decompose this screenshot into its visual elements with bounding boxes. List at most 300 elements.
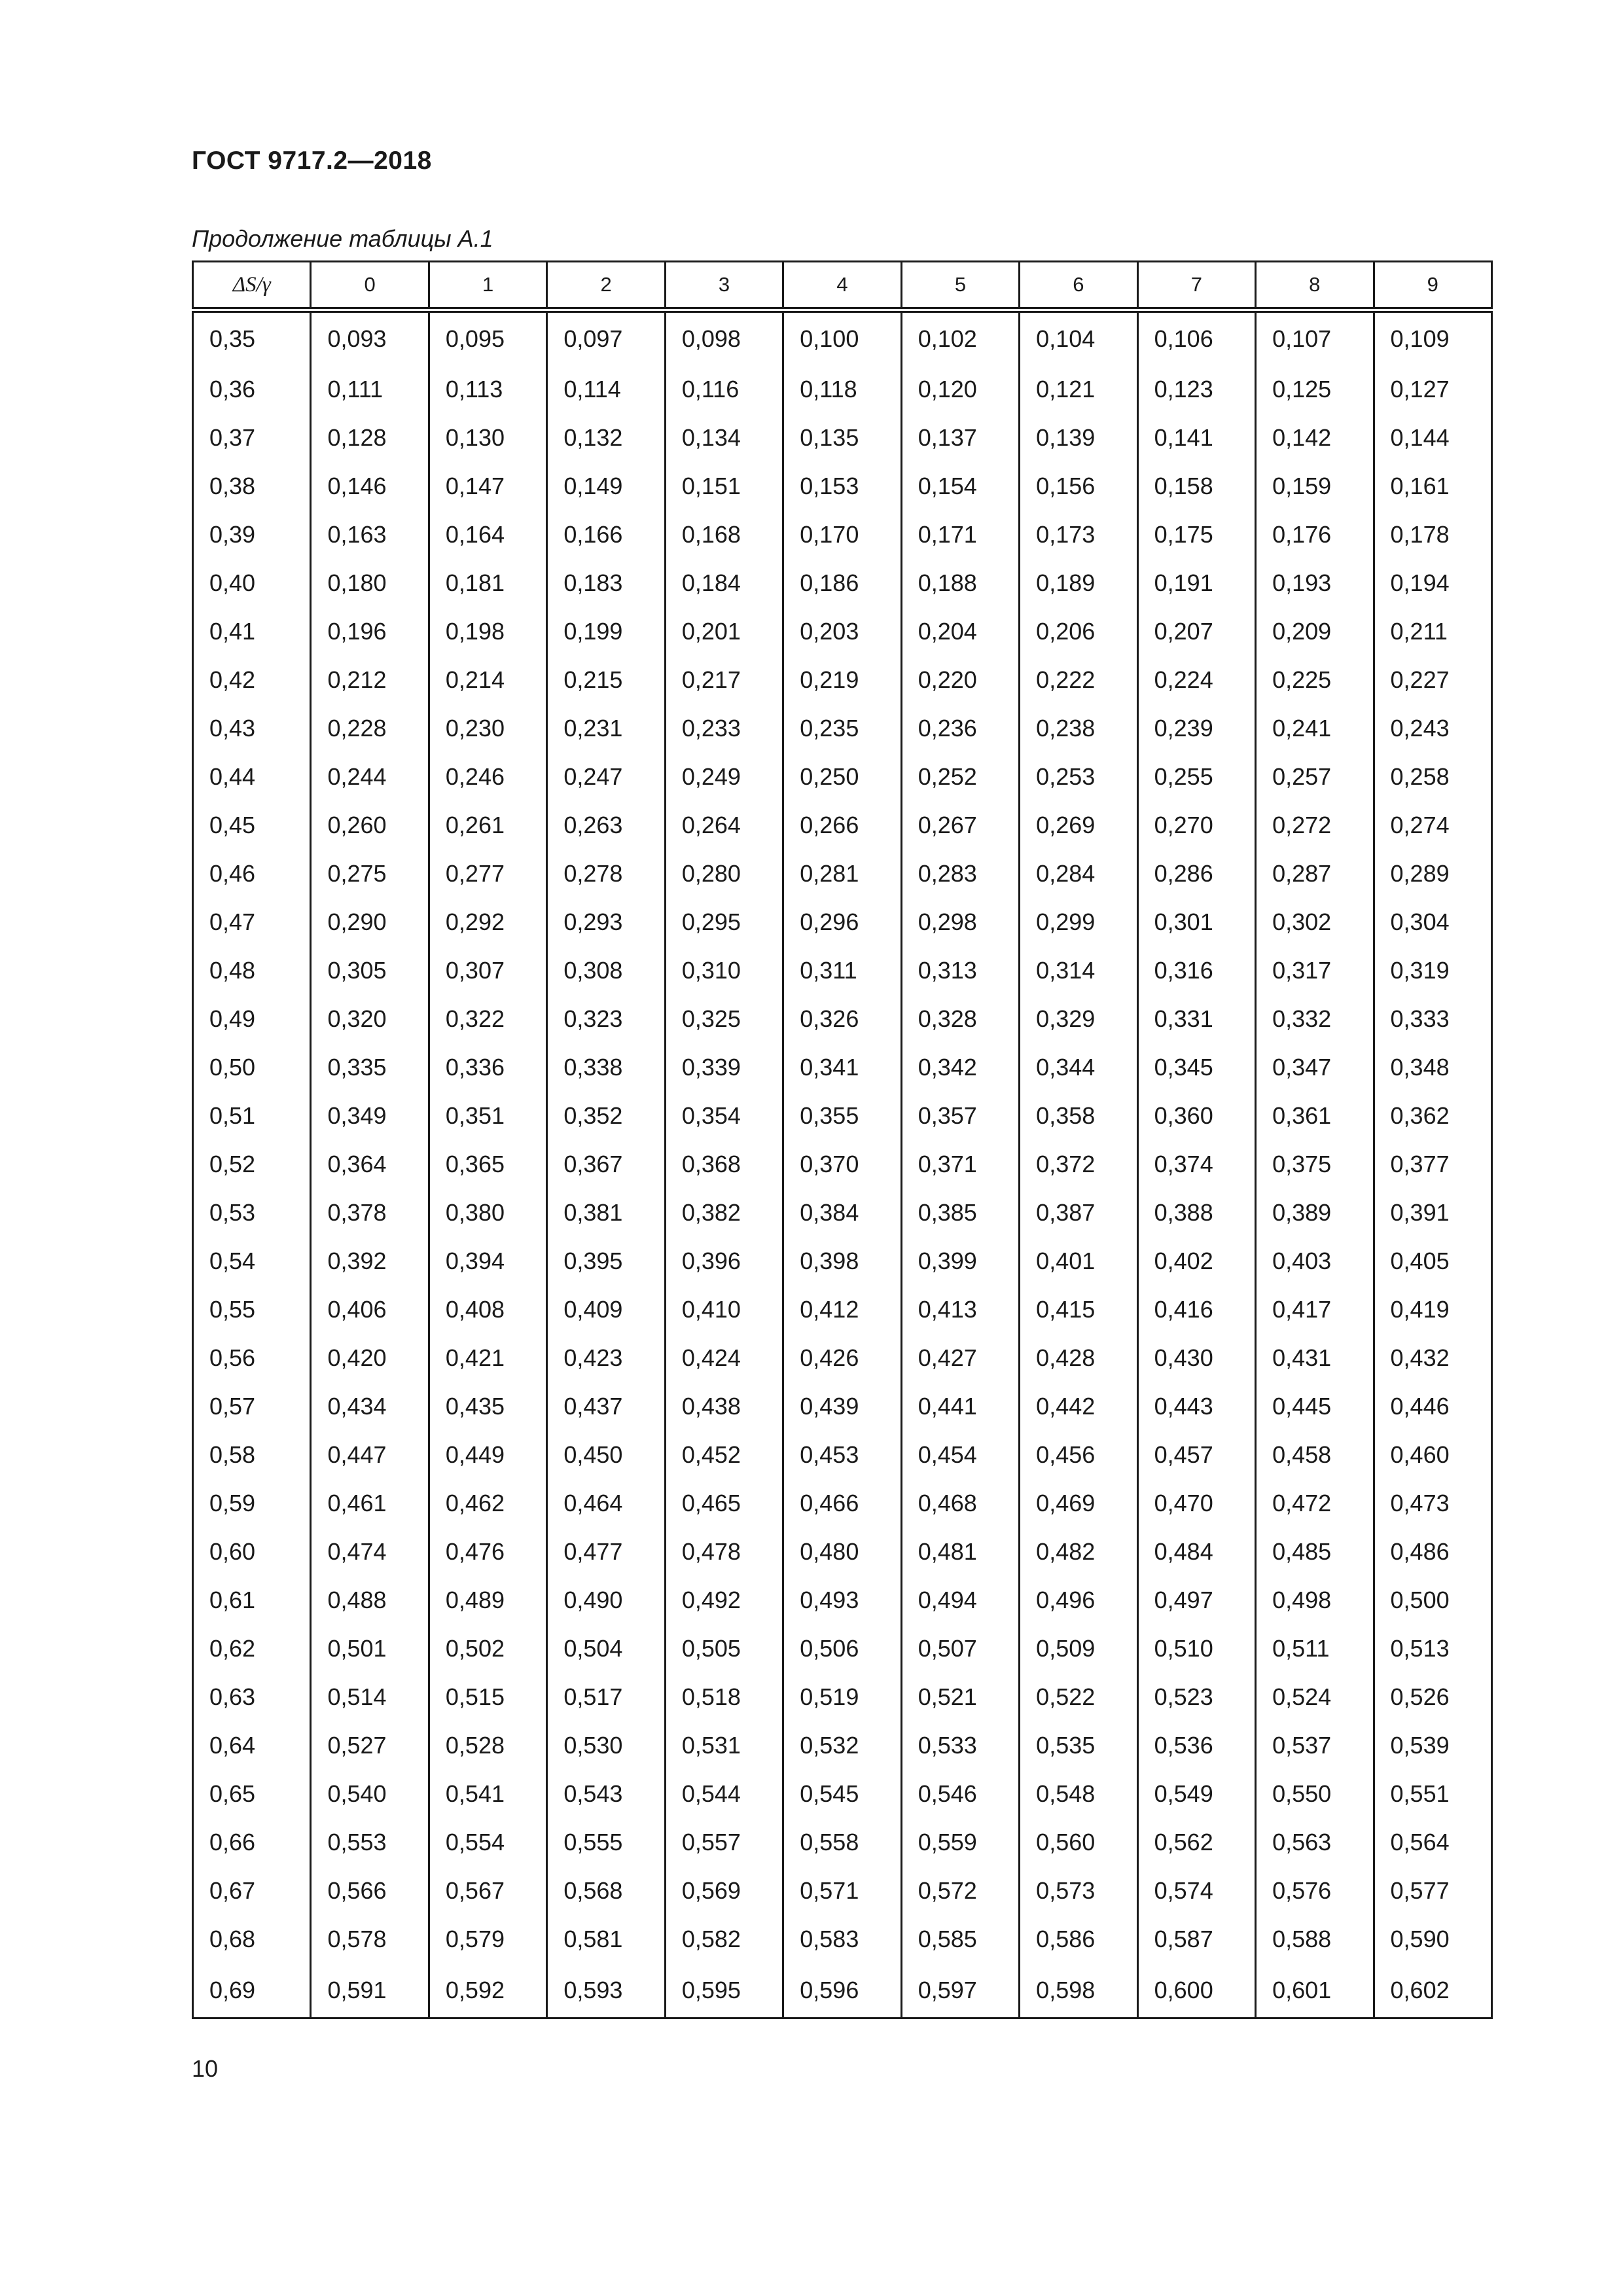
- table-row: [193, 1673, 1492, 1721]
- table-cell: 0,477: [547, 1528, 665, 1576]
- table-cell: 0,100: [783, 310, 901, 366]
- table-cell: 0,146: [311, 462, 429, 511]
- table-cell: 0,588: [1256, 1915, 1374, 1964]
- row-header-cell: 0,44: [193, 753, 311, 801]
- column-header-6: 5: [901, 262, 1019, 310]
- table-cell: 0,142: [1256, 414, 1374, 462]
- table-cell: 0,469: [1020, 1479, 1137, 1528]
- row-header-cell: 0,47: [193, 898, 311, 946]
- row-header-cell: 0,40: [193, 559, 311, 607]
- table-cell: 0,228: [311, 704, 429, 753]
- row-header-cell: 0,60: [193, 1528, 311, 1576]
- table-cell: 0,481: [901, 1528, 1019, 1576]
- table-cell: 0,596: [783, 1964, 901, 2018]
- table-cell: 0,186: [783, 559, 901, 607]
- table-cell: 0,127: [1374, 365, 1491, 414]
- table-cell: 0,456: [1020, 1431, 1137, 1479]
- table-cell: 0,275: [311, 850, 429, 898]
- table-cell: 0,364: [311, 1140, 429, 1189]
- table-cell: 0,370: [783, 1140, 901, 1189]
- row-header-cell: 0,48: [193, 946, 311, 995]
- table-cell: 0,093: [311, 310, 429, 366]
- table-cell: 0,553: [311, 1818, 429, 1867]
- table-cell: 0,441: [901, 1382, 1019, 1431]
- table-cell: 0,439: [783, 1382, 901, 1431]
- table-cell: 0,530: [547, 1721, 665, 1770]
- table-cell: 0,551: [1374, 1770, 1491, 1818]
- row-header-cell: 0,58: [193, 1431, 311, 1479]
- table-cell: 0,219: [783, 656, 901, 704]
- table-cell: 0,367: [547, 1140, 665, 1189]
- table-cell: 0,149: [547, 462, 665, 511]
- table-cell: 0,128: [311, 414, 429, 462]
- table-cell: 0,380: [429, 1189, 546, 1237]
- table-row: [193, 559, 1492, 607]
- table-cell: 0,249: [665, 753, 783, 801]
- table-cell: 0,593: [547, 1964, 665, 2018]
- table-cell: 0,214: [429, 656, 546, 704]
- table-cell: 0,153: [783, 462, 901, 511]
- table-cell: 0,377: [1374, 1140, 1491, 1189]
- table-row: [193, 511, 1492, 559]
- table-cell: 0,504: [547, 1624, 665, 1673]
- table-row: [193, 1285, 1492, 1334]
- table-cell: 0,403: [1256, 1237, 1374, 1285]
- table-cell: 0,602: [1374, 1964, 1491, 2018]
- table-cell: 0,230: [429, 704, 546, 753]
- row-header-cell: 0,62: [193, 1624, 311, 1673]
- table-cell: 0,408: [429, 1285, 546, 1334]
- table-cell: 0,134: [665, 414, 783, 462]
- table-row: [193, 1043, 1492, 1092]
- table-cell: 0,417: [1256, 1285, 1374, 1334]
- table-cell: 0,540: [311, 1770, 429, 1818]
- table-cell: 0,462: [429, 1479, 546, 1528]
- table-cell: 0,428: [1020, 1334, 1137, 1382]
- table-cell: 0,264: [665, 801, 783, 850]
- table-cell: 0,135: [783, 414, 901, 462]
- table-cell: 0,498: [1256, 1576, 1374, 1624]
- table-cell: 0,559: [901, 1818, 1019, 1867]
- column-header-2: 1: [429, 262, 546, 310]
- table-cell: 0,442: [1020, 1382, 1137, 1431]
- table-row: [193, 1382, 1492, 1431]
- table-row: [193, 1479, 1492, 1528]
- table-cell: 0,336: [429, 1043, 546, 1092]
- table-cell: 0,572: [901, 1867, 1019, 1915]
- table-row: [193, 801, 1492, 850]
- table-cell: 0,274: [1374, 801, 1491, 850]
- table-cell: 0,438: [665, 1382, 783, 1431]
- table-row: [193, 850, 1492, 898]
- table-cell: 0,509: [1020, 1624, 1137, 1673]
- row-header-cell: 0,42: [193, 656, 311, 704]
- table-cell: 0,511: [1256, 1624, 1374, 1673]
- page-number: 10: [192, 2055, 219, 2082]
- table-cell: 0,573: [1020, 1867, 1137, 1915]
- row-header-cell: 0,50: [193, 1043, 311, 1092]
- table-cell: 0,199: [547, 607, 665, 656]
- table-cell: 0,139: [1020, 414, 1137, 462]
- table-cell: 0,244: [311, 753, 429, 801]
- table-cell: 0,224: [1137, 656, 1255, 704]
- table-cell: 0,496: [1020, 1576, 1137, 1624]
- table-cell: 0,257: [1256, 753, 1374, 801]
- table-cell: 0,250: [783, 753, 901, 801]
- table-cell: 0,549: [1137, 1770, 1255, 1818]
- table-row: [193, 946, 1492, 995]
- table-cell: 0,290: [311, 898, 429, 946]
- table-cell: 0,301: [1137, 898, 1255, 946]
- table-cell: 0,545: [783, 1770, 901, 1818]
- table-cell: 0,541: [429, 1770, 546, 1818]
- table-cell: 0,159: [1256, 462, 1374, 511]
- column-header-5: 4: [783, 262, 901, 310]
- table-cell: 0,156: [1020, 462, 1137, 511]
- table-cell: 0,284: [1020, 850, 1137, 898]
- table-head: [193, 262, 1492, 310]
- table-cell: 0,295: [665, 898, 783, 946]
- table-cell: 0,310: [665, 946, 783, 995]
- table-cell: 0,523: [1137, 1673, 1255, 1721]
- table-cell: 0,267: [901, 801, 1019, 850]
- table-cell: 0,215: [547, 656, 665, 704]
- table-cell: 0,164: [429, 511, 546, 559]
- table-cell: 0,193: [1256, 559, 1374, 607]
- table-row: [193, 310, 1492, 366]
- row-header-cell: 0,54: [193, 1237, 311, 1285]
- table-row: [193, 1818, 1492, 1867]
- table-cell: 0,211: [1374, 607, 1491, 656]
- table-cell: 0,454: [901, 1431, 1019, 1479]
- table-cell: 0,181: [429, 559, 546, 607]
- table-cell: 0,241: [1256, 704, 1374, 753]
- table-cell: 0,510: [1137, 1624, 1255, 1673]
- column-header-delta-s-gamma: ΔS/γ: [193, 262, 311, 310]
- table-cell: 0,392: [311, 1237, 429, 1285]
- table-cell: 0,141: [1137, 414, 1255, 462]
- table-cell: 0,396: [665, 1237, 783, 1285]
- row-header-cell: 0,67: [193, 1867, 311, 1915]
- table-cell: 0,578: [311, 1915, 429, 1964]
- table-row: [193, 607, 1492, 656]
- row-header-cell: 0,63: [193, 1673, 311, 1721]
- table-cell: 0,583: [783, 1915, 901, 1964]
- table-cell: 0,567: [429, 1867, 546, 1915]
- table-cell: 0,457: [1137, 1431, 1255, 1479]
- table-cell: 0,506: [783, 1624, 901, 1673]
- table-cell: 0,592: [429, 1964, 546, 2018]
- table-cell: 0,468: [901, 1479, 1019, 1528]
- table-cell: 0,535: [1020, 1721, 1137, 1770]
- table-cell: 0,590: [1374, 1915, 1491, 1964]
- table-cell: 0,132: [547, 414, 665, 462]
- table-cell: 0,307: [429, 946, 546, 995]
- row-header-cell: 0,66: [193, 1818, 311, 1867]
- table-cell: 0,261: [429, 801, 546, 850]
- table-cell: 0,405: [1374, 1237, 1491, 1285]
- table-cell: 0,360: [1137, 1092, 1255, 1140]
- row-header-cell: 0,59: [193, 1479, 311, 1528]
- table-row: [193, 1092, 1492, 1140]
- table-cell: 0,571: [783, 1867, 901, 1915]
- row-header-cell: 0,41: [193, 607, 311, 656]
- table-cell: 0,322: [429, 995, 546, 1043]
- table-cell: 0,577: [1374, 1867, 1491, 1915]
- table-cell: 0,412: [783, 1285, 901, 1334]
- table-cell: 0,391: [1374, 1189, 1491, 1237]
- column-header-4: 3: [665, 262, 783, 310]
- table-cell: 0,238: [1020, 704, 1137, 753]
- table-row: [193, 1721, 1492, 1770]
- table-cell: 0,410: [665, 1285, 783, 1334]
- table-cell: 0,513: [1374, 1624, 1491, 1673]
- table-cell: 0,518: [665, 1673, 783, 1721]
- table-cell: 0,255: [1137, 753, 1255, 801]
- table-cell: 0,180: [311, 559, 429, 607]
- table-cell: 0,531: [665, 1721, 783, 1770]
- table-cell: 0,581: [547, 1915, 665, 1964]
- table-cell: 0,286: [1137, 850, 1255, 898]
- table-row: [193, 1964, 1492, 2018]
- table-cell: 0,368: [665, 1140, 783, 1189]
- table-cell: 0,313: [901, 946, 1019, 995]
- column-header-9: 8: [1256, 262, 1374, 310]
- table-cell: 0,361: [1256, 1092, 1374, 1140]
- table-cell: 0,335: [311, 1043, 429, 1092]
- table-cell: 0,351: [429, 1092, 546, 1140]
- table-cell: 0,347: [1256, 1043, 1374, 1092]
- table-cell: 0,333: [1374, 995, 1491, 1043]
- table-cell: 0,566: [311, 1867, 429, 1915]
- table-cell: 0,239: [1137, 704, 1255, 753]
- table-cell: 0,272: [1256, 801, 1374, 850]
- table-cell: 0,601: [1256, 1964, 1374, 2018]
- table-cell: 0,296: [783, 898, 901, 946]
- table-cell: 0,170: [783, 511, 901, 559]
- row-header-cell: 0,39: [193, 511, 311, 559]
- table-container: [192, 260, 1493, 2019]
- table-cell: 0,107: [1256, 310, 1374, 366]
- table-cell: 0,365: [429, 1140, 546, 1189]
- table-row: [193, 753, 1492, 801]
- table-cell: 0,292: [429, 898, 546, 946]
- table-cell: 0,342: [901, 1043, 1019, 1092]
- table-cell: 0,528: [429, 1721, 546, 1770]
- table-cell: 0,466: [783, 1479, 901, 1528]
- table-cell: 0,431: [1256, 1334, 1374, 1382]
- table-cell: 0,497: [1137, 1576, 1255, 1624]
- table-cell: 0,236: [901, 704, 1019, 753]
- table-cell: 0,171: [901, 511, 1019, 559]
- table-cell: 0,527: [311, 1721, 429, 1770]
- table-cell: 0,204: [901, 607, 1019, 656]
- table-row: [193, 462, 1492, 511]
- table-cell: 0,222: [1020, 656, 1137, 704]
- table-cell: 0,539: [1374, 1721, 1491, 1770]
- table-cell: 0,308: [547, 946, 665, 995]
- table-row: [193, 704, 1492, 753]
- table-cell: 0,419: [1374, 1285, 1491, 1334]
- row-header-cell: 0,69: [193, 1964, 311, 2018]
- row-header-cell: 0,56: [193, 1334, 311, 1382]
- table-cell: 0,183: [547, 559, 665, 607]
- table-cell: 0,358: [1020, 1092, 1137, 1140]
- table-cell: 0,569: [665, 1867, 783, 1915]
- table-cell: 0,517: [547, 1673, 665, 1721]
- table-row: [193, 414, 1492, 462]
- table-cell: 0,178: [1374, 511, 1491, 559]
- table-cell: 0,106: [1137, 310, 1255, 366]
- table-cell: 0,371: [901, 1140, 1019, 1189]
- table-cell: 0,574: [1137, 1867, 1255, 1915]
- table-cell: 0,231: [547, 704, 665, 753]
- table-cell: 0,482: [1020, 1528, 1137, 1576]
- table-cell: 0,409: [547, 1285, 665, 1334]
- table-cell: 0,235: [783, 704, 901, 753]
- table-cell: 0,298: [901, 898, 1019, 946]
- table-cell: 0,595: [665, 1964, 783, 2018]
- table-cell: 0,465: [665, 1479, 783, 1528]
- table-cell: 0,328: [901, 995, 1019, 1043]
- table-cell: 0,316: [1137, 946, 1255, 995]
- table-cell: 0,533: [901, 1721, 1019, 1770]
- table-cell: 0,317: [1256, 946, 1374, 995]
- table-cell: 0,406: [311, 1285, 429, 1334]
- table-cell: 0,253: [1020, 753, 1137, 801]
- table-cell: 0,277: [429, 850, 546, 898]
- table-cell: 0,116: [665, 365, 783, 414]
- table-cell: 0,362: [1374, 1092, 1491, 1140]
- table-cell: 0,461: [311, 1479, 429, 1528]
- table-cell: 0,326: [783, 995, 901, 1043]
- table-cell: 0,198: [429, 607, 546, 656]
- table-cell: 0,161: [1374, 462, 1491, 511]
- table-cell: 0,176: [1256, 511, 1374, 559]
- row-header-cell: 0,43: [193, 704, 311, 753]
- row-header-cell: 0,35: [193, 310, 311, 366]
- table-cell: 0,206: [1020, 607, 1137, 656]
- table-cell: 0,488: [311, 1576, 429, 1624]
- table-cell: 0,473: [1374, 1479, 1491, 1528]
- table-cell: 0,121: [1020, 365, 1137, 414]
- row-header-cell: 0,64: [193, 1721, 311, 1770]
- table-cell: 0,227: [1374, 656, 1491, 704]
- table-cell: 0,554: [429, 1818, 546, 1867]
- table-cell: 0,394: [429, 1237, 546, 1285]
- table-cell: 0,348: [1374, 1043, 1491, 1092]
- row-header-cell: 0,65: [193, 1770, 311, 1818]
- table-cell: 0,217: [665, 656, 783, 704]
- table-cell: 0,163: [311, 511, 429, 559]
- row-header-cell: 0,36: [193, 365, 311, 414]
- table-cell: 0,357: [901, 1092, 1019, 1140]
- row-header-cell: 0,37: [193, 414, 311, 462]
- table-cell: 0,196: [311, 607, 429, 656]
- table-cell: 0,437: [547, 1382, 665, 1431]
- table-cell: 0,305: [311, 946, 429, 995]
- table-cell: 0,189: [1020, 559, 1137, 607]
- table-cell: 0,270: [1137, 801, 1255, 850]
- table-row: [193, 995, 1492, 1043]
- table-cell: 0,521: [901, 1673, 1019, 1721]
- table-cell: 0,118: [783, 365, 901, 414]
- table-cell: 0,299: [1020, 898, 1137, 946]
- table-cell: 0,543: [547, 1770, 665, 1818]
- table-cell: 0,591: [311, 1964, 429, 2018]
- table-cell: 0,568: [547, 1867, 665, 1915]
- table-row: [193, 1576, 1492, 1624]
- table-cell: 0,207: [1137, 607, 1255, 656]
- table-cell: 0,375: [1256, 1140, 1374, 1189]
- table-cell: 0,586: [1020, 1915, 1137, 1964]
- table-cell: 0,532: [783, 1721, 901, 1770]
- table-cell: 0,416: [1137, 1285, 1255, 1334]
- table-cell: 0,524: [1256, 1673, 1374, 1721]
- table-cell: 0,484: [1137, 1528, 1255, 1576]
- table-cell: 0,120: [901, 365, 1019, 414]
- table-cell: 0,476: [429, 1528, 546, 1576]
- table-cell: 0,114: [547, 365, 665, 414]
- table-cell: 0,507: [901, 1624, 1019, 1673]
- row-header-cell: 0,46: [193, 850, 311, 898]
- table-cell: 0,562: [1137, 1818, 1255, 1867]
- table-cell: 0,283: [901, 850, 1019, 898]
- table-row: [193, 656, 1492, 704]
- table-cell: 0,233: [665, 704, 783, 753]
- table-cell: 0,201: [665, 607, 783, 656]
- table-cell: 0,332: [1256, 995, 1374, 1043]
- row-header-cell: 0,53: [193, 1189, 311, 1237]
- table-cell: 0,311: [783, 946, 901, 995]
- table-cell: 0,600: [1137, 1964, 1255, 2018]
- table-cell: 0,430: [1137, 1334, 1255, 1382]
- table-row: [193, 1867, 1492, 1915]
- table-cell: 0,544: [665, 1770, 783, 1818]
- table-cell: 0,502: [429, 1624, 546, 1673]
- table-cell: 0,374: [1137, 1140, 1255, 1189]
- table-cell: 0,109: [1374, 310, 1491, 366]
- table-cell: 0,258: [1374, 753, 1491, 801]
- table-cell: 0,489: [429, 1576, 546, 1624]
- table-cell: 0,113: [429, 365, 546, 414]
- table-cell: 0,395: [547, 1237, 665, 1285]
- table-cell: 0,446: [1374, 1382, 1491, 1431]
- table-cell: 0,460: [1374, 1431, 1491, 1479]
- column-header-8: 7: [1137, 262, 1255, 310]
- table-cell: 0,344: [1020, 1043, 1137, 1092]
- table-cell: 0,247: [547, 753, 665, 801]
- table-cell: 0,453: [783, 1431, 901, 1479]
- table-cell: 0,304: [1374, 898, 1491, 946]
- table-cell: 0,246: [429, 753, 546, 801]
- table-row: [193, 1334, 1492, 1382]
- table-cell: 0,175: [1137, 511, 1255, 559]
- table-cell: 0,173: [1020, 511, 1137, 559]
- table-cell: 0,514: [311, 1673, 429, 1721]
- table-cell: 0,472: [1256, 1479, 1374, 1528]
- table-cell: 0,263: [547, 801, 665, 850]
- table-cell: 0,191: [1137, 559, 1255, 607]
- table-cell: 0,443: [1137, 1382, 1255, 1431]
- table-row: [193, 1528, 1492, 1576]
- table-cell: 0,576: [1256, 1867, 1374, 1915]
- table-cell: 0,158: [1137, 462, 1255, 511]
- table-cell: 0,445: [1256, 1382, 1374, 1431]
- table-cell: 0,125: [1256, 365, 1374, 414]
- row-header-cell: 0,61: [193, 1576, 311, 1624]
- row-header-cell: 0,45: [193, 801, 311, 850]
